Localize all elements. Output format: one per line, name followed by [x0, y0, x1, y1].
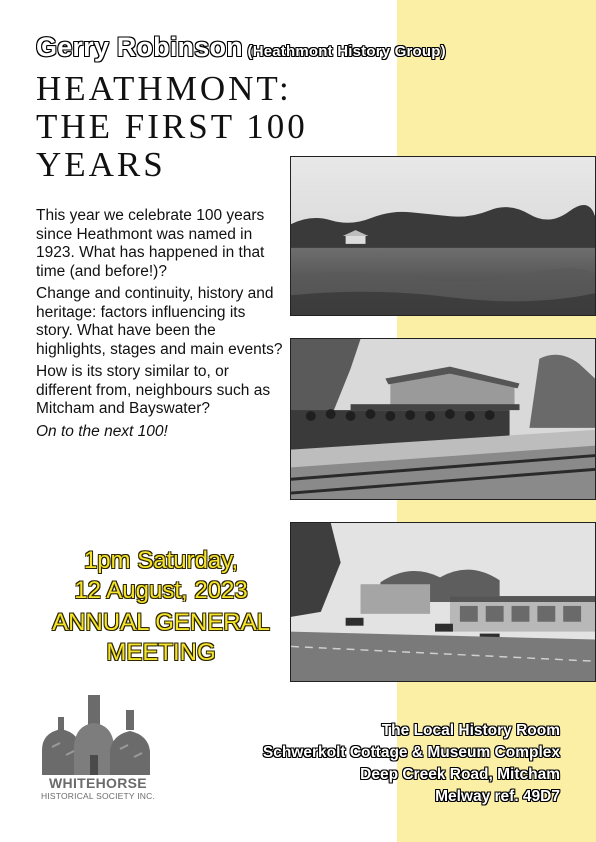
venue-details [263, 720, 560, 808]
event-meeting-line-1: ANNUAL GENERAL [52, 609, 270, 636]
event-meeting-line-2: MEETING [106, 639, 216, 666]
title-line-2: THE FIRST 100 [36, 107, 308, 146]
paragraph-neighbours: How is its story similar to, or different from, neighbours such as Mitcham and Bayswater? [36, 363, 271, 417]
title-line-3: YEARS [36, 145, 166, 184]
venue-address: Deep Creek Road, Mitcham [360, 766, 560, 783]
event-time-day: 1pm Saturday, [83, 547, 239, 574]
venue-melway-ref: Melway ref. 49D7 [435, 788, 560, 805]
closing-line: On to the next 100! [36, 422, 168, 440]
author-group: (Heathmont History Group) [247, 43, 446, 60]
author-line [36, 32, 446, 63]
title-line-1: HEATHMONT: [36, 69, 292, 108]
logo-subtitle: HISTORICAL SOCIETY INC. [40, 791, 156, 801]
author-name: Gerry Robinson [36, 32, 243, 62]
description [36, 207, 286, 445]
event-date: 12 August, 2023 [74, 577, 248, 604]
photo-street-shops-image [291, 523, 595, 681]
photo-street-shops [290, 522, 596, 682]
photo-railway-station [290, 338, 596, 500]
paragraph-change: Change and continuity, history and heritage: factors influencing its story. What have been the highlights, stages and main events? [36, 285, 283, 358]
paragraph-intro: This year we celebrate 100 years since Heathmont was named in 1923. What has happened in that time (and before!)? [36, 207, 265, 280]
venue-room: The Local History Room [381, 722, 560, 739]
event-details [30, 546, 292, 668]
whitehorse-logo [38, 695, 158, 807]
venue-complex: Schwerkolt Cottage & Museum Complex [262, 744, 560, 761]
photo-railway-station-image [291, 339, 595, 499]
photo-bushland-image [291, 157, 595, 315]
kiln-chimneys-icon [38, 695, 158, 777]
photo-bushland [290, 156, 596, 316]
logo-wordmark: WHITEHORSE [49, 775, 147, 791]
